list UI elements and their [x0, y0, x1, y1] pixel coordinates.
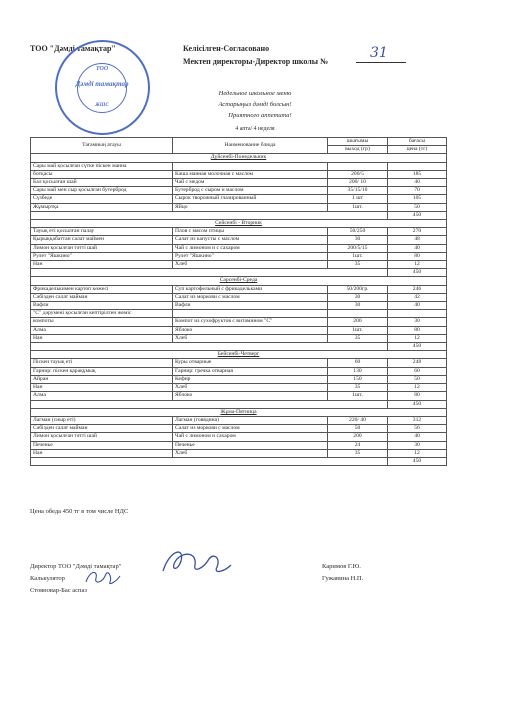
total-spacer — [31, 343, 388, 351]
dish-name-kz: Сүзбеде — [31, 195, 173, 203]
col-header-price-top: бағасы — [388, 138, 447, 146]
dish-yield: 1шт. — [328, 326, 388, 334]
day-header-row — [31, 351, 447, 359]
total-spacer — [31, 211, 388, 219]
day-total: 450 — [388, 343, 447, 351]
calculator-signature — [82, 566, 122, 588]
col-header-kz: Тағамның атауы — [31, 138, 173, 154]
table-row — [31, 392, 447, 400]
dish-yield: 50 — [328, 425, 388, 433]
dish-price: 42 — [388, 293, 447, 301]
day-total-row — [31, 211, 447, 219]
dish-name-ru: Плов с мясом птицы — [173, 228, 328, 236]
table-row — [31, 449, 447, 457]
dish-name-kz: Лимон қосылған тәтті шай — [31, 433, 173, 441]
dish-name-ru: Кефир — [173, 375, 328, 383]
dish-name-ru: Салат из моркови с маслом — [173, 425, 328, 433]
table-row — [31, 375, 447, 383]
dish-yield: 220/ 40 — [328, 416, 388, 424]
table-row — [31, 384, 447, 392]
col-header-yield-bottom: выход (гр) — [328, 146, 388, 154]
dish-price: 40 — [388, 302, 447, 310]
dish-yield: 200 — [328, 433, 388, 441]
table-row — [31, 195, 447, 203]
day-total: 450 — [388, 400, 447, 408]
dish-name-kz: Сәбізден салат майман — [31, 425, 173, 433]
dish-name-ru: Хлеб — [173, 384, 328, 392]
director-signature — [155, 543, 235, 583]
dish-name-kz: Алма — [31, 326, 173, 334]
dish-price: 185 — [388, 170, 447, 178]
dish-name-ru: Чай с медом — [173, 179, 328, 187]
dish-yield: 1шт. — [328, 392, 388, 400]
day-name: Дүйсенбі-Понедельник — [31, 154, 447, 162]
dish-price: 12 — [388, 449, 447, 457]
dish-yield: 200/5/15 — [328, 244, 388, 252]
dish-yield: 60 — [328, 359, 388, 367]
dish-name-ru: Салат из капусты с маслом — [173, 236, 328, 244]
table-row — [31, 318, 447, 326]
dish-price: 270 — [388, 228, 447, 236]
total-spacer — [31, 269, 388, 277]
dish-name-kz: "С" дәрумені қосылған кептірілген жеміс — [31, 310, 173, 318]
dish-name-ru: Яблоко — [173, 326, 328, 334]
dish-name-ru: Бутерброд с сыром и маслом — [173, 187, 328, 195]
dish-name-kz: Фрикаделькимен картоп көжесі — [31, 285, 173, 293]
price-note: Цена обеда 450 тг в том числе НДС — [30, 508, 129, 515]
day-total-row — [31, 400, 447, 408]
dish-price: 80 — [388, 326, 447, 334]
dish-name-kz: Нан — [31, 449, 173, 457]
dish-name-kz: Нан — [31, 384, 173, 392]
table-row — [31, 170, 447, 178]
dish-name-ru: Гарнир: гречка отварная — [173, 367, 328, 375]
dish-name-kz: Вафли — [31, 302, 173, 310]
dish-name-kz: Нан — [31, 261, 173, 269]
day-header-row — [31, 277, 447, 285]
dish-name-ru: Чай с лимоном и сахаром — [173, 433, 328, 441]
menu-table-body — [31, 138, 447, 466]
calculator-name: Гужавина Н.П. — [322, 575, 364, 582]
dish-yield: 35 — [328, 334, 388, 342]
dish-price: 80 — [388, 252, 447, 260]
dish-name-ru — [173, 310, 328, 318]
dish-name-ru: Салат из моркови с маслом — [173, 293, 328, 301]
dish-price: 50 — [388, 203, 447, 211]
table-row — [31, 310, 447, 318]
table-row — [31, 285, 447, 293]
dish-price: 60 — [388, 367, 447, 375]
day-header-row — [31, 408, 447, 416]
dish-name-kz: Сәбізден салат майман — [31, 293, 173, 301]
table-row — [31, 228, 447, 236]
dish-yield: 35 — [328, 384, 388, 392]
dish-yield: 1шт. — [328, 203, 388, 211]
day-header-row — [31, 154, 447, 162]
dish-name-ru: Яйцо — [173, 203, 328, 211]
dish-yield: 35/15/10 — [328, 187, 388, 195]
dish-price: 30 — [388, 318, 447, 326]
stamp-text-main: Дәмді тамақтар — [75, 80, 129, 88]
table-row — [31, 433, 447, 441]
dish-yield: 200/ 10 — [328, 179, 388, 187]
dish-price: 12 — [388, 261, 447, 269]
school-number-underline — [356, 62, 406, 63]
week-label: 4 апта/ 4 неделя — [235, 126, 275, 132]
dish-name-kz: Гарнир: піскен қарақұмық — [31, 367, 173, 375]
day-total: 450 — [388, 211, 447, 219]
dish-name-ru: Яблоко — [173, 392, 328, 400]
dish-name-ru: Компот из сухофруктов с витамином "С" — [173, 318, 328, 326]
table-row — [31, 162, 447, 170]
dish-name-kz: компоты — [31, 318, 173, 326]
dish-name-kz: Печенье — [31, 441, 173, 449]
dish-yield: 35 — [328, 261, 388, 269]
dish-name-kz: Сары май қосылған сүтке піскен манна — [31, 162, 173, 170]
day-name: Бейсенбі-Четверг — [31, 351, 447, 359]
dish-yield: 50/200гр. — [328, 285, 388, 293]
dish-name-kz: Піскен тауық еті — [31, 359, 173, 367]
school-number: 31 — [370, 45, 388, 61]
dish-price: 70 — [388, 187, 447, 195]
table-row — [31, 359, 447, 367]
col-header-price-bottom: цена (тг) — [388, 146, 447, 154]
day-name: Сәрсенбі-Среда — [31, 277, 447, 285]
table-row — [31, 261, 447, 269]
director-line: Мектеп директоры-Директор школы № — [183, 57, 329, 66]
col-header-ru: Наименование блюда — [173, 138, 328, 154]
chef-label: Стояновар-Бас аспаз — [30, 587, 87, 594]
dish-yield: 200 — [328, 318, 388, 326]
dish-yield: 24 — [328, 441, 388, 449]
dish-name-kz: Алма — [31, 392, 173, 400]
table-row — [31, 244, 447, 252]
table-row — [31, 293, 447, 301]
day-total: 450 — [388, 457, 447, 465]
dish-price: 30 — [388, 441, 447, 449]
dish-name-kz: ботқасы — [31, 170, 173, 178]
dish-yield — [328, 162, 388, 170]
table-row — [31, 425, 447, 433]
table-row — [31, 367, 447, 375]
dish-price: 80 — [388, 392, 447, 400]
dish-name-ru: Каша манная молочная с маслом — [173, 170, 328, 178]
dish-price — [388, 310, 447, 318]
table-header-row-1 — [31, 138, 447, 146]
day-header-row — [31, 220, 447, 228]
dish-name-ru: Хлеб — [173, 334, 328, 342]
dish-price: 48 — [388, 236, 447, 244]
dish-yield: 35 — [328, 449, 388, 457]
table-row — [31, 302, 447, 310]
dish-name-kz: Нан — [31, 334, 173, 342]
intro-line-1: Недельное школьное меню — [218, 90, 292, 97]
dish-name-kz: Қырыққабаттан салат маймен — [31, 236, 173, 244]
dish-name-ru: Чай с лимоном и с сахаром — [173, 244, 328, 252]
table-row — [31, 326, 447, 334]
dish-name-kz: Рулет "Яшкино" — [31, 252, 173, 260]
dish-name-ru — [173, 162, 328, 170]
menu-table — [30, 137, 447, 466]
dish-name-kz: Тауық еті қосылған палау — [31, 228, 173, 236]
total-spacer — [31, 457, 388, 465]
dish-price: 40 — [388, 244, 447, 252]
table-row — [31, 252, 447, 260]
director-label: Директор ТОО "Дәмді тамақтар" — [30, 563, 122, 570]
dish-name-ru: Хлеб — [173, 449, 328, 457]
dish-yield: 30 — [328, 236, 388, 244]
table-row — [31, 416, 447, 424]
day-name: Сейсенбі - Вторник — [31, 220, 447, 228]
dish-price: 50 — [388, 375, 447, 383]
company-name: ТОО "Дәмді тамақтар" — [30, 44, 116, 53]
dish-yield: 200/5 — [328, 170, 388, 178]
dish-yield: 1шт. — [328, 252, 388, 260]
table-row — [31, 179, 447, 187]
intro-line-2: Астарыңыз дәмді болсын! — [218, 101, 292, 108]
dish-name-ru: Печенье — [173, 441, 328, 449]
dish-name-ru: Суп картофельный с фрикадельками — [173, 285, 328, 293]
table-row — [31, 236, 447, 244]
dish-yield — [328, 310, 388, 318]
day-total-row — [31, 269, 447, 277]
dish-yield: 50/250 — [328, 228, 388, 236]
dish-name-kz: Сары май мен сыр қосылған бутерброд — [31, 187, 173, 195]
dish-yield: 150 — [328, 375, 388, 383]
dish-name-ru: Куры отварные — [173, 359, 328, 367]
col-header-yield-top: шығымы — [328, 138, 388, 146]
dish-price: 312 — [388, 416, 447, 424]
dish-price: 105 — [388, 195, 447, 203]
dish-name-ru: Рулет "Яшкино" — [173, 252, 328, 260]
dish-yield: 30 — [328, 302, 388, 310]
dish-price: 56 — [388, 425, 447, 433]
dish-price: 248 — [388, 359, 447, 367]
dish-name-kz: Бал қосылған шай — [31, 179, 173, 187]
day-name: Жұма-Пятница — [31, 408, 447, 416]
intro-line-3: Приятного аппетита! — [228, 112, 292, 119]
dish-name-ru: Сырок творожный глазированный — [173, 195, 328, 203]
day-total-row — [31, 343, 447, 351]
dish-yield: 130 — [328, 367, 388, 375]
dish-price: 12 — [388, 384, 447, 392]
dish-name-ru: Вафли — [173, 302, 328, 310]
dish-name-ru: Лагман (говядина) — [173, 416, 328, 424]
dish-price — [388, 162, 447, 170]
agreed-label: Келісілген-Согласовано — [183, 44, 270, 53]
table-row — [31, 203, 447, 211]
day-total-row — [31, 457, 447, 465]
dish-price: 40 — [388, 179, 447, 187]
calculator-label: Калькулятор — [30, 575, 65, 582]
table-row — [31, 334, 447, 342]
table-row — [31, 441, 447, 449]
dish-price: 40 — [388, 433, 447, 441]
stamp-text-top: ТОО — [95, 66, 109, 72]
dish-price: 246 — [388, 285, 447, 293]
stamp-text-bottom: ЖШС — [95, 103, 109, 108]
dish-yield: 1 шт — [328, 195, 388, 203]
dish-name-kz: Жұмыртқа — [31, 203, 173, 211]
dish-name-ru: Хлеб — [173, 261, 328, 269]
table-row — [31, 187, 447, 195]
dish-name-kz: Айран — [31, 375, 173, 383]
director-name: Каримов Г.Ю. — [322, 563, 361, 570]
dish-name-kz: Лимон қосылған тәтті шай — [31, 244, 173, 252]
total-spacer — [31, 400, 388, 408]
dish-price: 12 — [388, 334, 447, 342]
day-total: 450 — [388, 269, 447, 277]
dish-name-kz: Лагман (сиыр еті) — [31, 416, 173, 424]
dish-yield: 30 — [328, 293, 388, 301]
